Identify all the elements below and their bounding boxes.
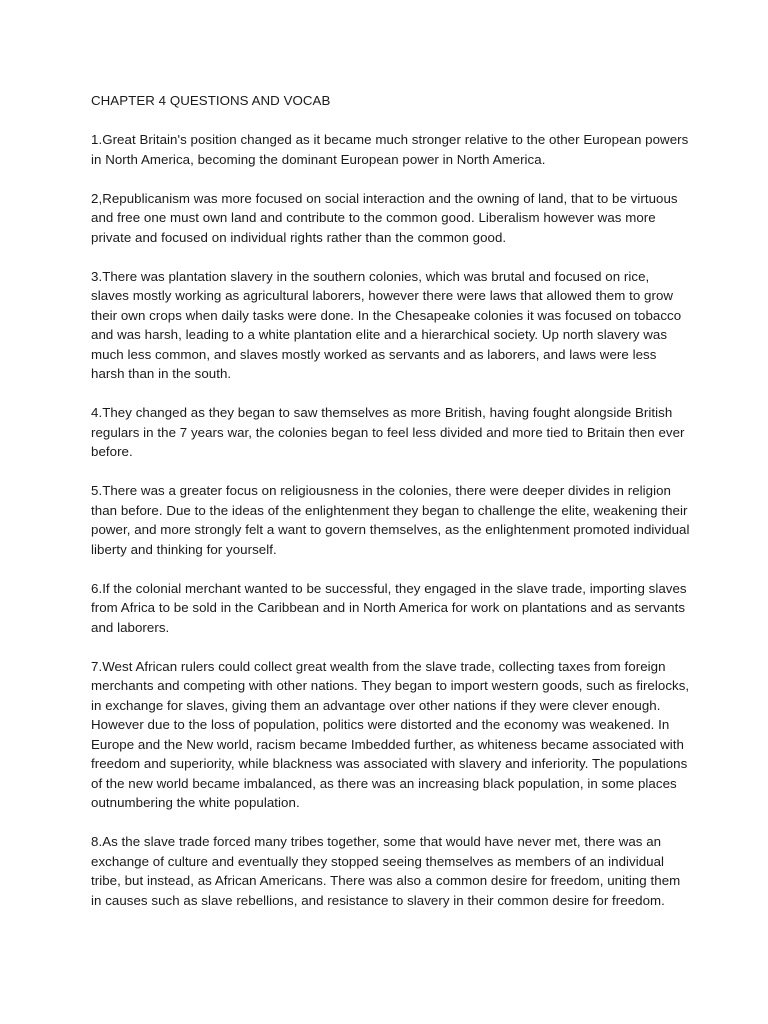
answer-paragraph-6: 6.If the colonial merchant wanted to be successful, they engaged in the slave trade, importing slaves from Africa to be sold in the Caribbean and in North America for work on plantations and as servants and laborers. [91, 580, 687, 635]
page-title: CHAPTER 4 QUESTIONS AND VOCAB [91, 93, 331, 108]
answer-paragraph-3: 3.There was plantation slavery in the southern colonies, which was brutal and focused on rice, slaves mostly working as agricultural laborers, however there were laws that allowed them to grow their own crops when daily tasks were done. In the Chesapeake colonies it was focused on tobacco and was harsh, leading to a white plantation elite and a hierarchical society. Up north slavery was much less common, and slaves mostly worked as servants and as laborers, and laws were less harsh than in the south. [91, 268, 682, 381]
answer-paragraph-1: 1.Great Britain's position changed as it became much stronger relative to the other European powers in North America, becoming the dominant European power in North America. [91, 132, 689, 167]
answer-paragraph-4: 4.They changed as they began to saw themselves as more British, having fought alongside British regulars in the 7 years war, the colonies began to feel less divided and more tied to Britain then ever before. [91, 405, 685, 459]
document-page [91, 91, 691, 930]
answer-paragraph-8: 8.As the slave trade forced many tribes together, some that would have never met, there was an exchange of culture and eventually they stopped seeing themselves as members of an individual tribe, but instead, as African Americans. There was also a common desire for freedom, uniting them in causes such as slave rebellions, and resistance to slavery in their common desire for freedom. [91, 834, 681, 908]
answer-paragraph-7: 7.West African rulers could collect great wealth from the slave trade, collecting taxes from foreign merchants and competing with other nations. They began to import western goods, such as firelocks, in exchange for slaves, giving them an advantage over other nations if they were clever enough. However due to the loss of population, politics were distorted and the economy was weakened. In Europe and the New world, racism became Imbedded further, as whiteness became associated with freedom and superiority, while blackness was associated with slavery and inferiority. The populations of the new world became imbalanced, as there was an increasing black population, in some places outnumbering the white population. [91, 658, 690, 810]
answer-paragraph-5: 5.There was a greater focus on religiousness in the colonies, there were deeper divides in religion than before. Due to the ideas of the enlightenment they began to challenge the elite, weakening their power, and more strongly felt a want to govern themselves, as the enlightenment promoted individual liberty and thinking for yourself. [91, 483, 690, 557]
answer-paragraph-2: 2,Republicanism was more focused on social interaction and the owning of land, that to be virtuous and free one must own land and contribute to the common good. Liberalism however was more private and focused on individual rights rather than the common good. [91, 190, 678, 245]
